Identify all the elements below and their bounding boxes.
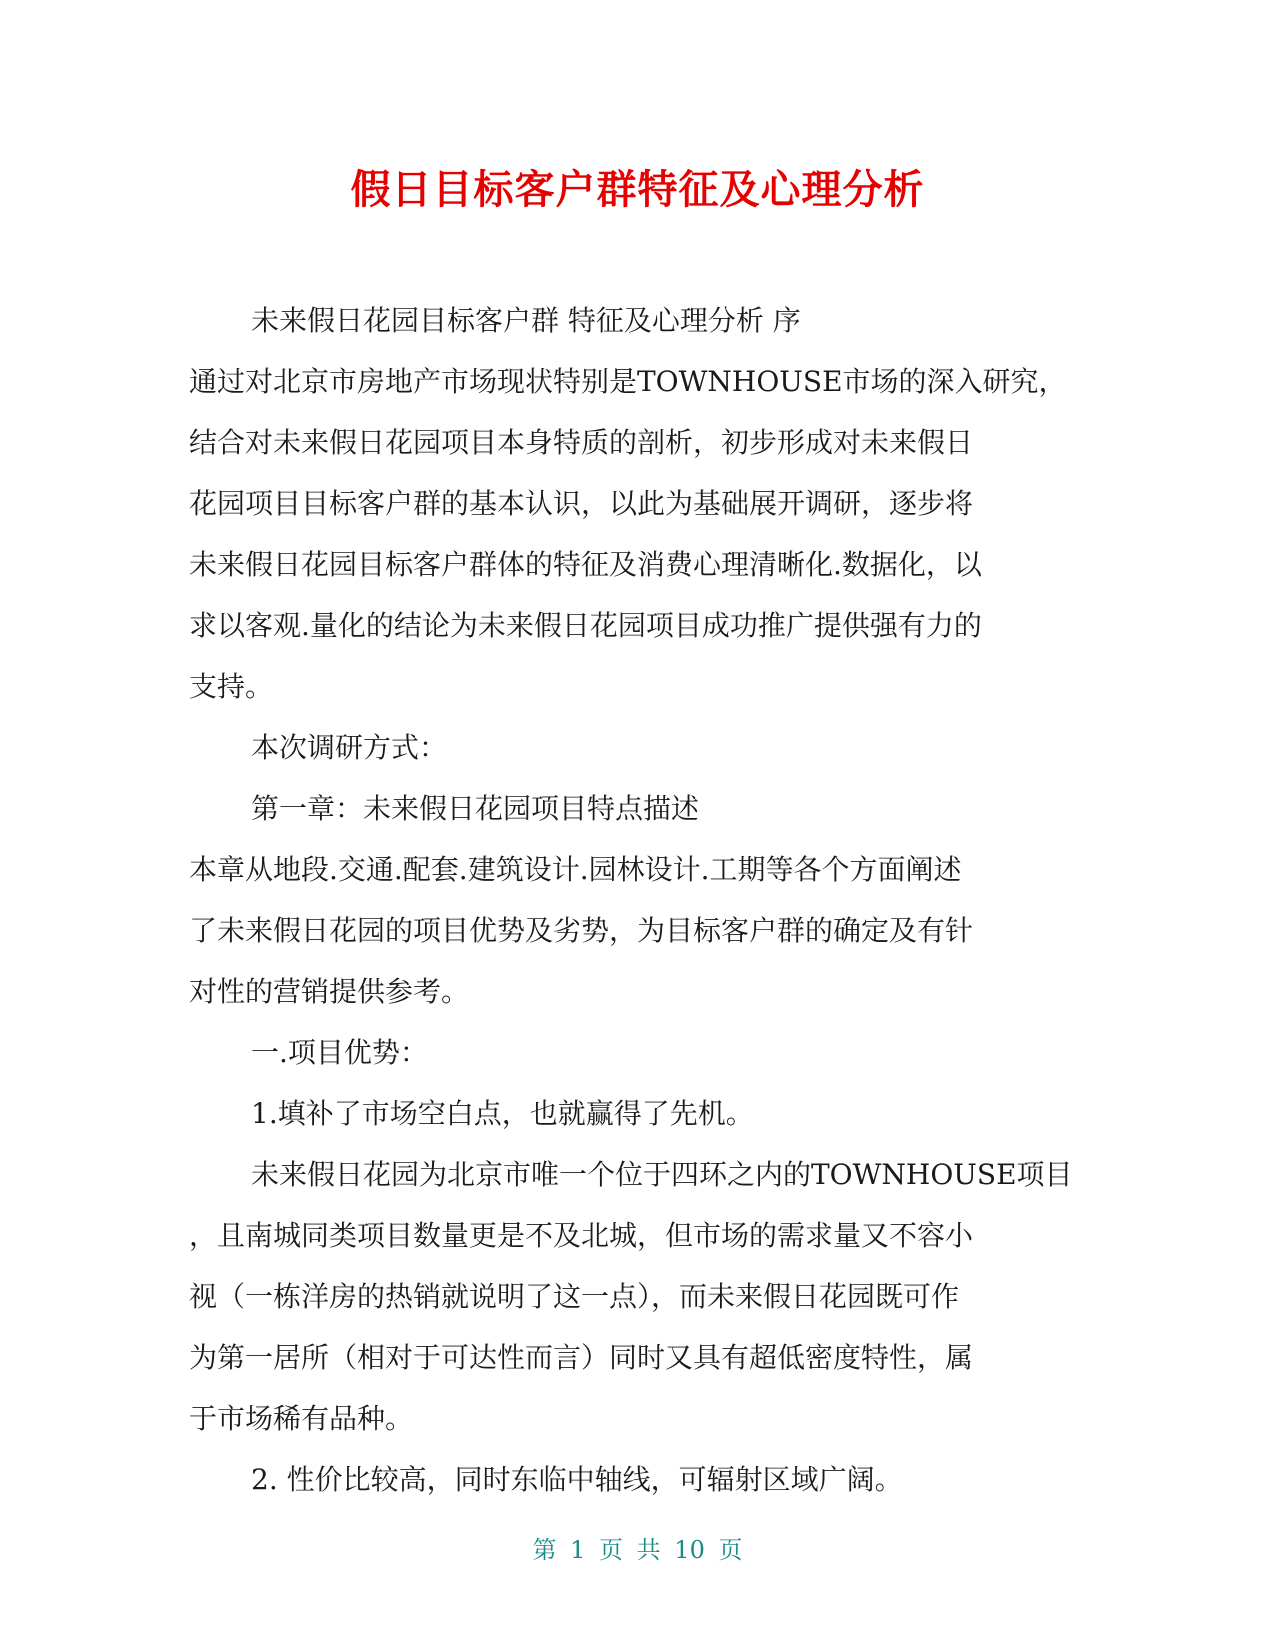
body-line: 未来假日花园为北京市唯一个位于四环之内的TOWNHOUSE项目 xyxy=(251,1158,1073,1191)
research-method-heading: 本次调研方式： xyxy=(251,731,448,764)
body-line: 支持。 xyxy=(189,670,274,703)
body-line: 花园项目目标客户群的基本认识，以此为基础展开调研，逐步将 xyxy=(189,487,974,520)
body-line: 结合对未来假日花园项目本身特质的剖析，初步形成对未来假日 xyxy=(189,426,974,459)
document-title: 假日目标客户群特征及心理分析 xyxy=(350,167,925,213)
body-line: ，且南城同类项目数量更是不及北城，但市场的需求量又不容小 xyxy=(189,1219,974,1252)
body-line: 对性的营销提供参考。 xyxy=(189,975,470,1008)
body-line: 于市场稀有品种。 xyxy=(189,1402,414,1435)
body-line: 求以客观.量化的结论为未来假日花园项目成功推广提供强有力的 xyxy=(189,609,982,642)
document-body xyxy=(189,290,1073,1510)
body-line: 为第一居所（相对于可达性而言）同时又具有超低密度特性，属 xyxy=(189,1341,974,1374)
body-line: 未来假日花园目标客户群体的特征及消费心理清晰化.数据化，以 xyxy=(189,548,982,581)
body-line: 本章从地段.交通.配套.建筑设计.园林设计.工期等各个方面阐述 xyxy=(189,853,962,886)
preface-heading: 未来假日花园目标客户群 特征及心理分析 序 xyxy=(251,304,801,337)
chapter-one-heading: 第一章：未来假日花园项目特点描述 xyxy=(251,792,700,825)
body-line: 通过对北京市房地产市场现状特别是TOWNHOUSE市场的深入研究， xyxy=(189,365,1067,398)
body-line: 了未来假日花园的项目优势及劣势，为目标客户群的确定及有针 xyxy=(189,914,974,947)
body-line: 视（一栋洋房的热销就说明了这一点），而未来假日花园既可作 xyxy=(189,1280,960,1313)
advantage-item-1: 1.填补了市场空白点，也就赢得了先机。 xyxy=(251,1097,754,1130)
advantages-heading: 一.项目优势： xyxy=(251,1036,428,1069)
advantage-item-2: 2. 性价比较高，同时东临中轴线，可辐射区域广阔。 xyxy=(251,1463,903,1496)
page-footer: 第 1 页 共 10 页 xyxy=(532,1536,743,1564)
